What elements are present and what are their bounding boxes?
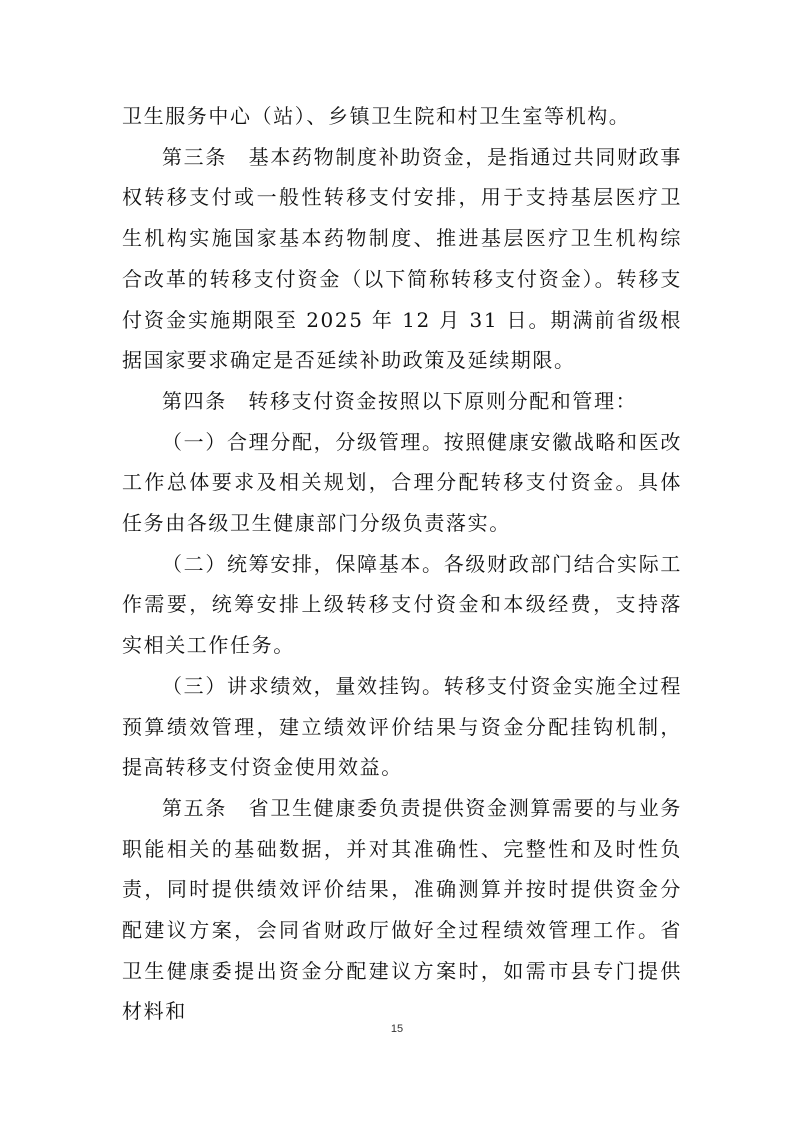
paragraph-article-3: 第三条 基本药物制度补助资金，是指通过共同财政事权转移支付或一般性转移支付安排，用于支持基层医疗卫生机构实施国家基本药物制度、推进基层医疗卫生机构综合改革的转移支付资金（以下简称转移支付资金）。转移支付资金实施期限至 2025 年 12 月 31 日。期满前省级根据国家要求确定是否延续补助政策及延续期限。 [122, 144, 682, 373]
document-body [122, 96, 682, 1032]
paragraph-article-4: 第四条 转移支付资金按照以下原则分配和管理： [162, 388, 638, 413]
paragraph-article-5: 第五条 省卫生健康委负责提供资金测算需要的与业务职能相关的基础数据，并对其准确性、完整性和及时性负责，同时提供绩效评价结果，准确测算并按时提供资金分配建议方案，会同省财政厅做好全过程绩效管理工作。省卫生健康委提出资金分配建议方案时，如需市县专门提供材料和 [122, 795, 682, 1024]
paragraph-article-4-item-2: （二）统筹安排，保障基本。各级财政部门结合实际工作需要，统筹安排上级转移支付资金和本级经费，支持落实相关工作任务。 [122, 551, 682, 658]
paragraph-continuation: 卫生服务中心（站）、乡镇卫生院和村卫生室等机构。 [122, 104, 631, 128]
paragraph-article-4-item-1: （一）合理分配，分级管理。按照健康安徽战略和医改工作总体要求及相关规划，合理分配转移支付资金。具体任务由各级卫生健康部门分级负责落实。 [122, 429, 682, 536]
page-number: 15 [390, 1023, 404, 1035]
paragraph-article-4-item-3: （三）讲求绩效，量效挂钩。转移支付资金实施全过程预算绩效管理，建立绩效评价结果与资金分配挂钩机制，提高转移支付资金使用效益。 [122, 673, 682, 780]
